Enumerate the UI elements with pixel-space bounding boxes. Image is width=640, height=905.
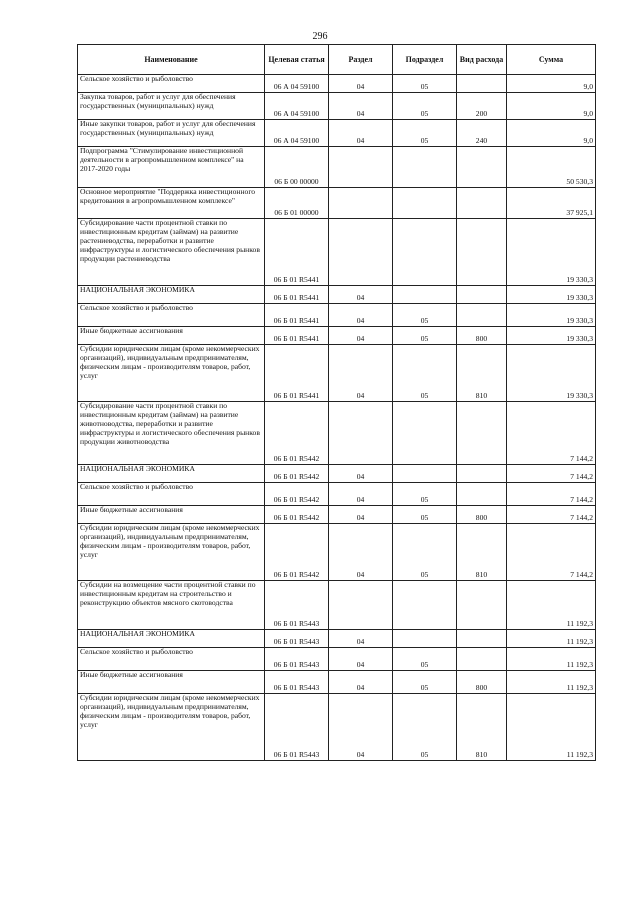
- row-name: Иные бюджетные ассигнования: [78, 671, 265, 694]
- row-amount: 11 192,3: [507, 694, 596, 761]
- row-section: [329, 147, 393, 188]
- row-expense-kind: 810: [457, 524, 507, 581]
- row-amount: 50 530,3: [507, 147, 596, 188]
- row-section: 04: [329, 630, 393, 648]
- row-expense-kind: [457, 630, 507, 648]
- row-target-article: 06 А 04 59100: [265, 120, 329, 147]
- row-amount: 9,0: [507, 93, 596, 120]
- table-row: [78, 345, 596, 402]
- table-row: [78, 147, 596, 188]
- row-section: 04: [329, 286, 393, 304]
- row-amount: 37 925,1: [507, 188, 596, 219]
- row-amount: 9,0: [507, 120, 596, 147]
- row-expense-kind: [457, 648, 507, 671]
- row-section: 04: [329, 694, 393, 761]
- row-expense-kind: 800: [457, 506, 507, 524]
- row-name: Сельское хозяйство и рыболовство: [78, 483, 265, 506]
- row-amount: 7 144,2: [507, 483, 596, 506]
- row-target-article: 06 А 04 59100: [265, 93, 329, 120]
- header-expense-kind: Вид расхода: [457, 45, 507, 75]
- row-target-article: 06 Б 01 R5441: [265, 304, 329, 327]
- row-name: Сельское хозяйство и рыболовство: [78, 648, 265, 671]
- row-target-article: 06 Б 01 R5443: [265, 630, 329, 648]
- row-expense-kind: [457, 465, 507, 483]
- row-target-article: 06 Б 01 R5442: [265, 465, 329, 483]
- row-target-article: 06 Б 01 R5443: [265, 671, 329, 694]
- row-amount: 19 330,3: [507, 327, 596, 345]
- row-target-article: 06 Б 01 R5441: [265, 286, 329, 304]
- row-name: Подпрограмма "Стимулирование инвестиционной деятельности в агропромышленном комплексе" на 2017-2020 годы: [78, 147, 265, 188]
- header-name: Наименование: [78, 45, 265, 75]
- row-target-article: 06 Б 01 R5442: [265, 524, 329, 581]
- row-subsection: 05: [393, 75, 457, 93]
- row-target-article: 06 Б 01 R5441: [265, 219, 329, 286]
- row-name: Сельское хозяйство и рыболовство: [78, 304, 265, 327]
- table-row: [78, 648, 596, 671]
- row-subsection: 05: [393, 304, 457, 327]
- table-row: [78, 93, 596, 120]
- row-subsection: [393, 188, 457, 219]
- table-row: [78, 120, 596, 147]
- row-expense-kind: [457, 219, 507, 286]
- row-subsection: [393, 630, 457, 648]
- row-subsection: 05: [393, 327, 457, 345]
- row-name: Закупка товаров, работ и услуг для обеспечения государственных (муниципальных) нужд: [78, 93, 265, 120]
- table-row: [78, 694, 596, 761]
- row-section: 04: [329, 120, 393, 147]
- header-section: Раздел: [329, 45, 393, 75]
- table-row: [78, 465, 596, 483]
- table-row: [78, 630, 596, 648]
- row-subsection: [393, 286, 457, 304]
- row-section: 04: [329, 345, 393, 402]
- row-name: Иные бюджетные ассигнования: [78, 327, 265, 345]
- row-subsection: [393, 581, 457, 630]
- row-subsection: 05: [393, 506, 457, 524]
- row-amount: 7 144,2: [507, 465, 596, 483]
- table-row: [78, 506, 596, 524]
- row-amount: 11 192,3: [507, 671, 596, 694]
- row-section: 04: [329, 304, 393, 327]
- table-row: [78, 483, 596, 506]
- row-expense-kind: [457, 304, 507, 327]
- row-expense-kind: [457, 147, 507, 188]
- row-name: НАЦИОНАЛЬНАЯ ЭКОНОМИКА: [78, 465, 265, 483]
- row-name: Иные бюджетные ассигнования: [78, 506, 265, 524]
- row-name: НАЦИОНАЛЬНАЯ ЭКОНОМИКА: [78, 286, 265, 304]
- row-name: Основное мероприятие "Поддержка инвестиционного кредитования в агропромышленном комплексе": [78, 188, 265, 219]
- row-subsection: [393, 465, 457, 483]
- row-section: [329, 188, 393, 219]
- row-target-article: 06 Б 00 00000: [265, 147, 329, 188]
- row-section: [329, 402, 393, 465]
- table-row: [78, 327, 596, 345]
- row-section: 04: [329, 93, 393, 120]
- row-name: Субсидирование части процентной ставки по инвестиционным кредитам (займам) на развитие животноводства, переработки и развитие инфраструктуры и логистического обеспечения рынков продукции животноводства: [78, 402, 265, 465]
- row-subsection: [393, 402, 457, 465]
- row-subsection: 05: [393, 93, 457, 120]
- table-row: [78, 524, 596, 581]
- row-expense-kind: 800: [457, 327, 507, 345]
- row-target-article: 06 Б 01 R5441: [265, 345, 329, 402]
- table-row: [78, 286, 596, 304]
- row-amount: 19 330,3: [507, 219, 596, 286]
- table-row: [78, 671, 596, 694]
- row-subsection: 05: [393, 671, 457, 694]
- page-number: 296: [312, 31, 328, 42]
- row-section: [329, 219, 393, 286]
- row-section: [329, 581, 393, 630]
- row-expense-kind: [457, 581, 507, 630]
- row-target-article: 06 Б 01 R5442: [265, 506, 329, 524]
- row-amount: 11 192,3: [507, 648, 596, 671]
- row-name: НАЦИОНАЛЬНАЯ ЭКОНОМИКА: [78, 630, 265, 648]
- row-subsection: 05: [393, 120, 457, 147]
- row-amount: 19 330,3: [507, 345, 596, 402]
- row-section: 04: [329, 483, 393, 506]
- row-name: Субсидии юридическим лицам (кроме некоммерческих организаций), индивидуальным предпринимателям, физическим лицам - производителям товаров, работ, услуг: [78, 694, 265, 761]
- row-amount: 11 192,3: [507, 581, 596, 630]
- row-subsection: 05: [393, 524, 457, 581]
- row-name: Иные закупки товаров, работ и услуг для обеспечения государственных (муниципальных) нужд: [78, 120, 265, 147]
- row-name: Субсидии на возмещение части процентной ставки по инвестиционным кредитам на строительство и реконструкцию объектов мясного скотоводства: [78, 581, 265, 630]
- row-expense-kind: 810: [457, 345, 507, 402]
- row-section: 04: [329, 75, 393, 93]
- row-expense-kind: 200: [457, 93, 507, 120]
- row-subsection: [393, 147, 457, 188]
- row-section: 04: [329, 648, 393, 671]
- row-amount: 19 330,3: [507, 286, 596, 304]
- row-expense-kind: [457, 75, 507, 93]
- table-row: [78, 304, 596, 327]
- row-amount: 19 330,3: [507, 304, 596, 327]
- row-name: Сельское хозяйство и рыболовство: [78, 75, 265, 93]
- table-header-row: [78, 45, 596, 75]
- row-expense-kind: 810: [457, 694, 507, 761]
- row-amount: 9,0: [507, 75, 596, 93]
- row-subsection: 05: [393, 648, 457, 671]
- row-target-article: 06 Б 01 R5443: [265, 694, 329, 761]
- table-row: [78, 75, 596, 93]
- table-row: [78, 219, 596, 286]
- row-amount: 7 144,2: [507, 506, 596, 524]
- row-amount: 7 144,2: [507, 524, 596, 581]
- row-expense-kind: [457, 286, 507, 304]
- header-subsection: Подраздел: [393, 45, 457, 75]
- row-section: 04: [329, 327, 393, 345]
- table-row: [78, 402, 596, 465]
- row-target-article: 06 Б 01 R5442: [265, 402, 329, 465]
- row-amount: 7 144,2: [507, 402, 596, 465]
- row-subsection: 05: [393, 694, 457, 761]
- row-expense-kind: [457, 402, 507, 465]
- row-expense-kind: 800: [457, 671, 507, 694]
- row-target-article: 06 Б 01 00000: [265, 188, 329, 219]
- row-expense-kind: [457, 188, 507, 219]
- row-section: 04: [329, 465, 393, 483]
- row-subsection: [393, 219, 457, 286]
- header-amount: Сумма: [507, 45, 596, 75]
- row-target-article: 06 А 04 59100: [265, 75, 329, 93]
- row-subsection: 05: [393, 345, 457, 402]
- table-row: [78, 581, 596, 630]
- row-target-article: 06 Б 01 R5441: [265, 327, 329, 345]
- budget-table: [77, 44, 596, 761]
- row-amount: 11 192,3: [507, 630, 596, 648]
- row-subsection: 05: [393, 483, 457, 506]
- row-expense-kind: [457, 483, 507, 506]
- row-section: 04: [329, 524, 393, 581]
- header-target-article: Целевая статья: [265, 45, 329, 75]
- row-name: Субсидирование части процентной ставки по инвестиционным кредитам (займам) на развитие растениеводства, переработки и развитие инфраструктуры и логистического обеспечения рынков продукции растениеводства: [78, 219, 265, 286]
- table-row: [78, 188, 596, 219]
- row-target-article: 06 Б 01 R5442: [265, 483, 329, 506]
- row-section: 04: [329, 671, 393, 694]
- row-name: Субсидии юридическим лицам (кроме некоммерческих организаций), индивидуальным предпринимателям, физическим лицам - производителям товаров, работ, услуг: [78, 524, 265, 581]
- row-section: 04: [329, 506, 393, 524]
- row-target-article: 06 Б 01 R5443: [265, 581, 329, 630]
- row-target-article: 06 Б 01 R5443: [265, 648, 329, 671]
- row-expense-kind: 240: [457, 120, 507, 147]
- row-name: Субсидии юридическим лицам (кроме некоммерческих организаций), индивидуальным предпринимателям, физическим лицам - производителям товаров, работ, услуг: [78, 345, 265, 402]
